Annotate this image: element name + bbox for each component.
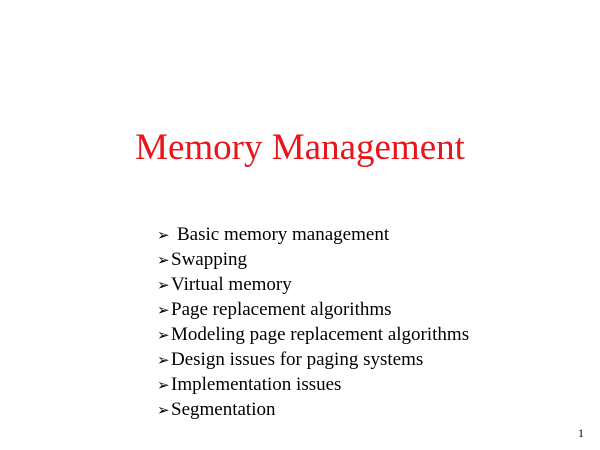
list-item xyxy=(157,323,469,348)
topic-list xyxy=(157,223,469,423)
list-item-text: Modeling page replacement algorithms xyxy=(171,324,470,345)
list-item-text: Design issues for paging systems xyxy=(171,349,424,370)
list-item xyxy=(157,223,469,248)
list-item-text: Page replacement algorithms xyxy=(171,299,392,320)
list-item xyxy=(157,398,469,423)
arrow-bullet-icon: ➢ xyxy=(157,378,170,394)
list-item-text: Basic memory management xyxy=(177,224,390,245)
list-item xyxy=(157,348,469,373)
list-item-text: Virtual memory xyxy=(171,274,292,295)
list-item-text: Implementation issues xyxy=(171,374,342,395)
arrow-bullet-icon: ➢ xyxy=(157,228,170,244)
arrow-bullet-icon: ➢ xyxy=(157,278,170,294)
arrow-bullet-icon: ➢ xyxy=(157,353,170,369)
list-item-text: Swapping xyxy=(171,249,247,270)
list-item-text: Segmentation xyxy=(171,399,276,420)
arrow-bullet-icon: ➢ xyxy=(157,303,170,319)
list-item xyxy=(157,273,469,298)
page-number: 1 xyxy=(578,426,584,440)
list-item xyxy=(157,373,469,398)
arrow-bullet-icon: ➢ xyxy=(157,328,170,344)
list-item xyxy=(157,298,469,323)
list-item xyxy=(157,248,469,273)
slide-title: Memory Management xyxy=(135,127,465,168)
arrow-bullet-icon: ➢ xyxy=(157,253,170,269)
arrow-bullet-icon: ➢ xyxy=(157,403,170,419)
